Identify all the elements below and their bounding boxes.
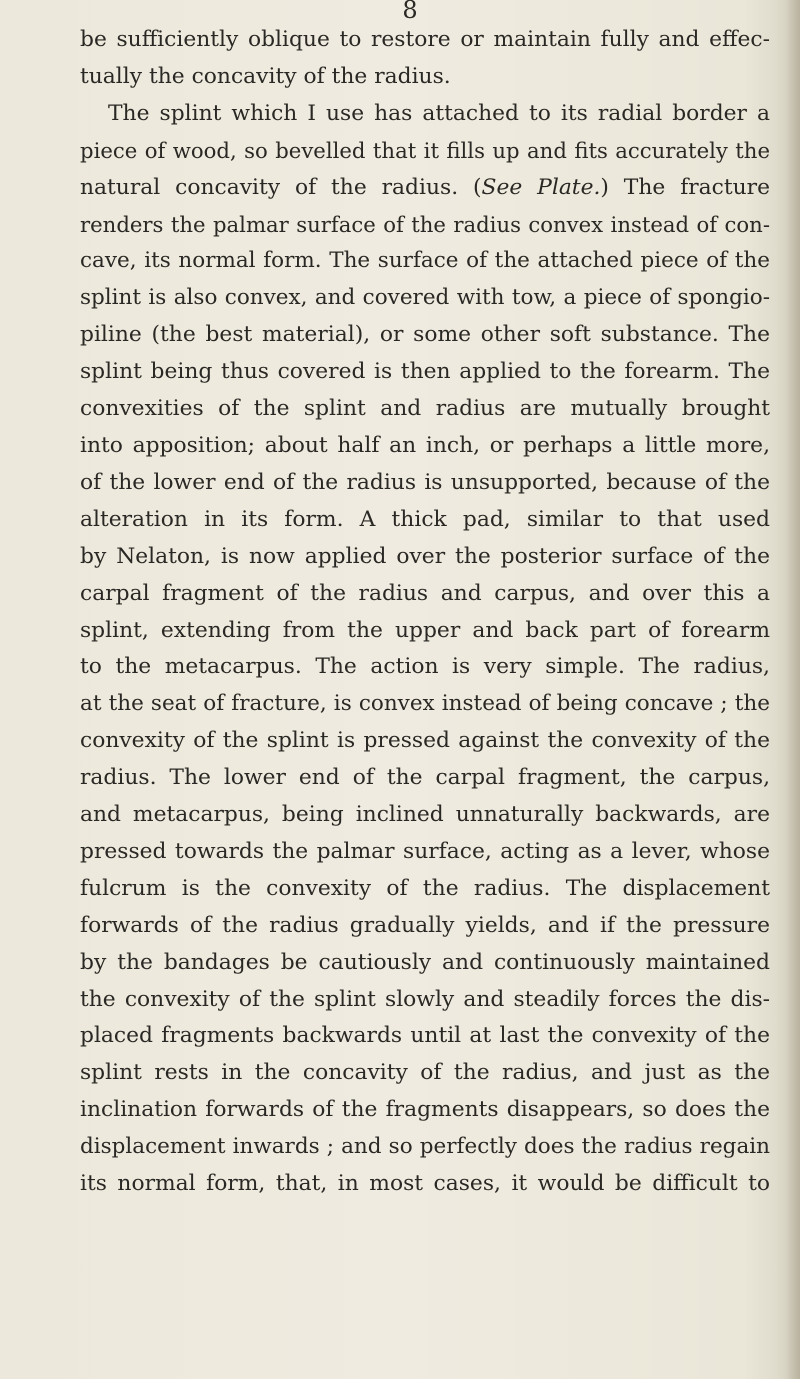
- text-line: tually the concavity of the radius.: [80, 63, 451, 89]
- text-line: of the lower end of the radius is unsupported, because of the: [80, 469, 770, 495]
- text-line: splint rests in the concavity of the radius, and just as the: [80, 1060, 770, 1086]
- text-line: alteration in its form. A thick pad, similar to that used: [80, 506, 770, 532]
- text-line: convexity of the splint is pressed against the convexity of the: [80, 728, 770, 754]
- text-line: be sufficiently oblique to restore or maintain fully and effec-: [80, 27, 770, 52]
- text-line: by the bandages be cautiously and continuously maintained: [80, 949, 770, 975]
- plate-reference: See Plate.: [481, 174, 601, 200]
- text-line: displacement inwards ; and so perfectly does the radius regain: [80, 1134, 770, 1160]
- text-line: The splint which I use has attached to its radial border a: [108, 100, 770, 126]
- text-line: inclination forwards of the fragments disappears, so does the: [80, 1097, 770, 1123]
- text-line: splint being thus covered is then applied to the forearm. The: [80, 359, 770, 385]
- text-line: forwards of the radius gradually yields, and if the pressure: [80, 912, 770, 938]
- page-number: 8: [402, 0, 418, 24]
- text-line: into apposition; about half an inch, or perhaps a little more,: [80, 432, 770, 458]
- text-line: piline (the best material), or some other soft substance. The: [80, 322, 770, 348]
- text-line: cave, its normal form. The surface of the attached piece of the: [80, 248, 770, 274]
- text-line: at the seat of fracture, is convex instead of being concave ; the: [80, 691, 770, 717]
- text-line: splint, extending from the upper and back part of forearm: [80, 617, 770, 643]
- body-text: [80, 22, 770, 1203]
- text-line: splint is also convex, and covered with tow, a piece of spongio-: [80, 285, 770, 311]
- text-line: fulcrum is the convexity of the radius. The displacement: [80, 875, 770, 901]
- text-line: its normal form, that, in most cases, it would be difficult to: [80, 1171, 770, 1197]
- text-line: convexities of the splint and radius are mutually brought: [80, 396, 770, 422]
- text-line: pressed towards the palmar surface, acting as a lever, whose: [80, 838, 770, 864]
- text-line: natural concavity of the radius. (See Plate.) The fracture: [80, 174, 770, 200]
- text-line: carpal fragment of the radius and carpus, and over this a: [80, 580, 770, 606]
- text-line: piece of wood, so bevelled that it fills up and fits accurately the: [80, 137, 770, 163]
- text-line: radius. The lower end of the carpal fragment, the carpus,: [80, 765, 770, 791]
- text-line: the convexity of the splint slowly and steadily forces the dis-: [80, 986, 770, 1012]
- page-edge-shadow: [786, 0, 800, 1379]
- text-line: and metacarpus, being inclined unnaturally backwards, are: [80, 802, 770, 828]
- text-line: to the metacarpus. The action is very simple. The radius,: [80, 654, 770, 680]
- text-line: by Nelaton, is now applied over the posterior surface of the: [80, 543, 770, 569]
- text-line: renders the palmar surface of the radius convex instead of con-: [80, 211, 770, 237]
- text-line: placed fragments backwards until at last the convexity of the: [80, 1023, 770, 1049]
